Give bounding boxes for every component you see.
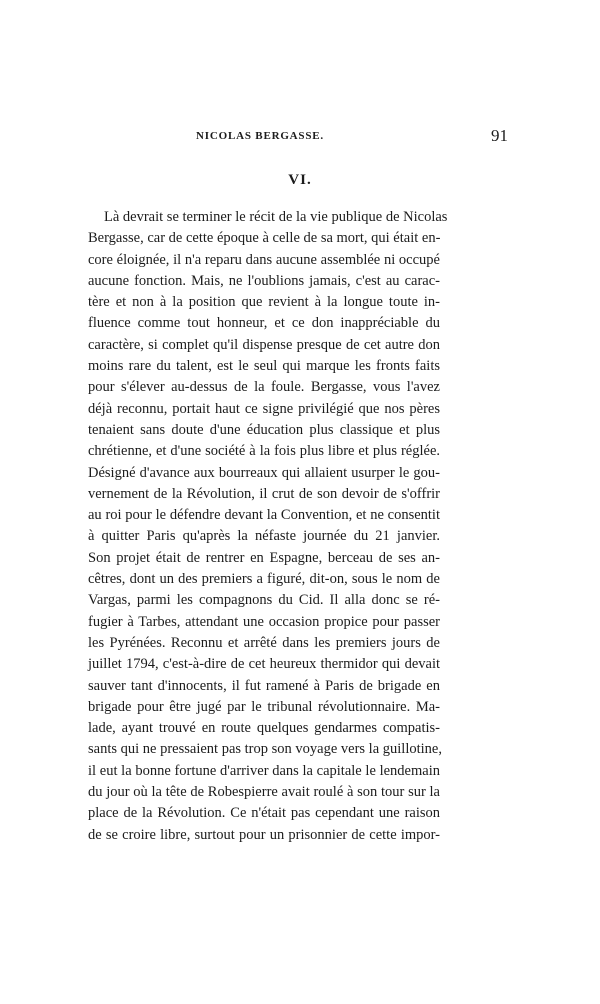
text-line: sauver tant d'innocents, il fut ramené à Paris de brigade en: [88, 677, 440, 694]
text-line: fugier à Tarbes, attendant une occasion propice pour passer: [88, 613, 440, 630]
page-number: 91: [491, 126, 508, 145]
text-line: lade, ayant trouvé en route quelques gendarmes compatis-: [88, 720, 440, 737]
text-line: sants qui ne pressaient pas trop son voyage vers la guillotine,: [88, 741, 442, 758]
text-line: cêtres, dont un des premiers a figuré, dit-on, sous le nom de: [88, 571, 440, 588]
text-line: tère et non à la position que revient à la longue toute in-: [88, 294, 440, 311]
text-line: moins rare du talent, est le seul qui marque les fronts faits: [88, 358, 440, 375]
section-heading: VI.: [288, 172, 312, 188]
text-line: Vargas, parmi les compagnons du Cid. Il alla donc se ré-: [88, 592, 440, 609]
text-line: du jour où la tête de Robespierre avait roulé à son tour sur la: [88, 784, 440, 801]
text-line: tenaient sans doute d'une éducation plus classique et plus: [88, 421, 440, 438]
text-line: place de la Révolution. Ce n'était pas cependant une raison: [88, 805, 440, 822]
text-line: core éloignée, il n'a reparu dans aucune assemblée ni occupé: [88, 251, 440, 268]
text-line: chrétienne, et d'une société à la fois plus libre et plus réglée.: [88, 443, 440, 460]
text-line: il eut la bonne fortune d'arriver dans la capitale le lendemain: [88, 762, 440, 779]
text-line: au roi pour le défendre devant la Convention, et ne consentit: [88, 507, 440, 524]
text-line: pour s'élever au-dessus de la foule. Bergasse, vous l'avez: [88, 379, 440, 396]
text-line: juillet 1794, c'est-à-dire de cet heureux thermidor qui devait: [88, 656, 440, 673]
text-line: déjà reconnu, portait haut ce signe privilégié que nos pères: [88, 400, 440, 417]
text-line: aucune fonction. Mais, ne l'oublions jamais, c'est au carac-: [88, 272, 440, 289]
text-line: Son projet était de rentrer en Espagne, berceau de ses an-: [88, 549, 440, 566]
text-line: fluence comme tout honneur, et ce don inappréciable du: [88, 315, 440, 332]
body-paragraph: [88, 207, 448, 846]
text-line: vernement de la Révolution, il crut de son devoir de s'offrir: [88, 485, 440, 502]
text-line: de se croire libre, surtout pour un prisonnier de cette impor-: [88, 826, 440, 843]
text-line: les Pyrénées. Reconnu et arrêté dans les premiers jours de: [88, 634, 440, 651]
text-line: à quitter Paris qu'après la néfaste journée du 21 janvier.: [88, 528, 440, 545]
text-line: brigade pour être jugé par le tribunal révolutionnaire. Ma-: [88, 698, 440, 715]
text-line: caractère, si complet qu'il dispense presque de cet autre don: [88, 336, 440, 353]
text-line: Bergasse, car de cette époque à celle de sa mort, qui était en-: [88, 230, 441, 247]
text-line: Désigné d'avance aux bourreaux qui allaient usurper le gou-: [88, 464, 440, 481]
running-head: [88, 127, 508, 147]
running-title: NICOLAS BERGASSE.: [196, 130, 324, 142]
text-line: Là devrait se terminer le récit de la vie publique de Nicolas: [104, 209, 448, 225]
